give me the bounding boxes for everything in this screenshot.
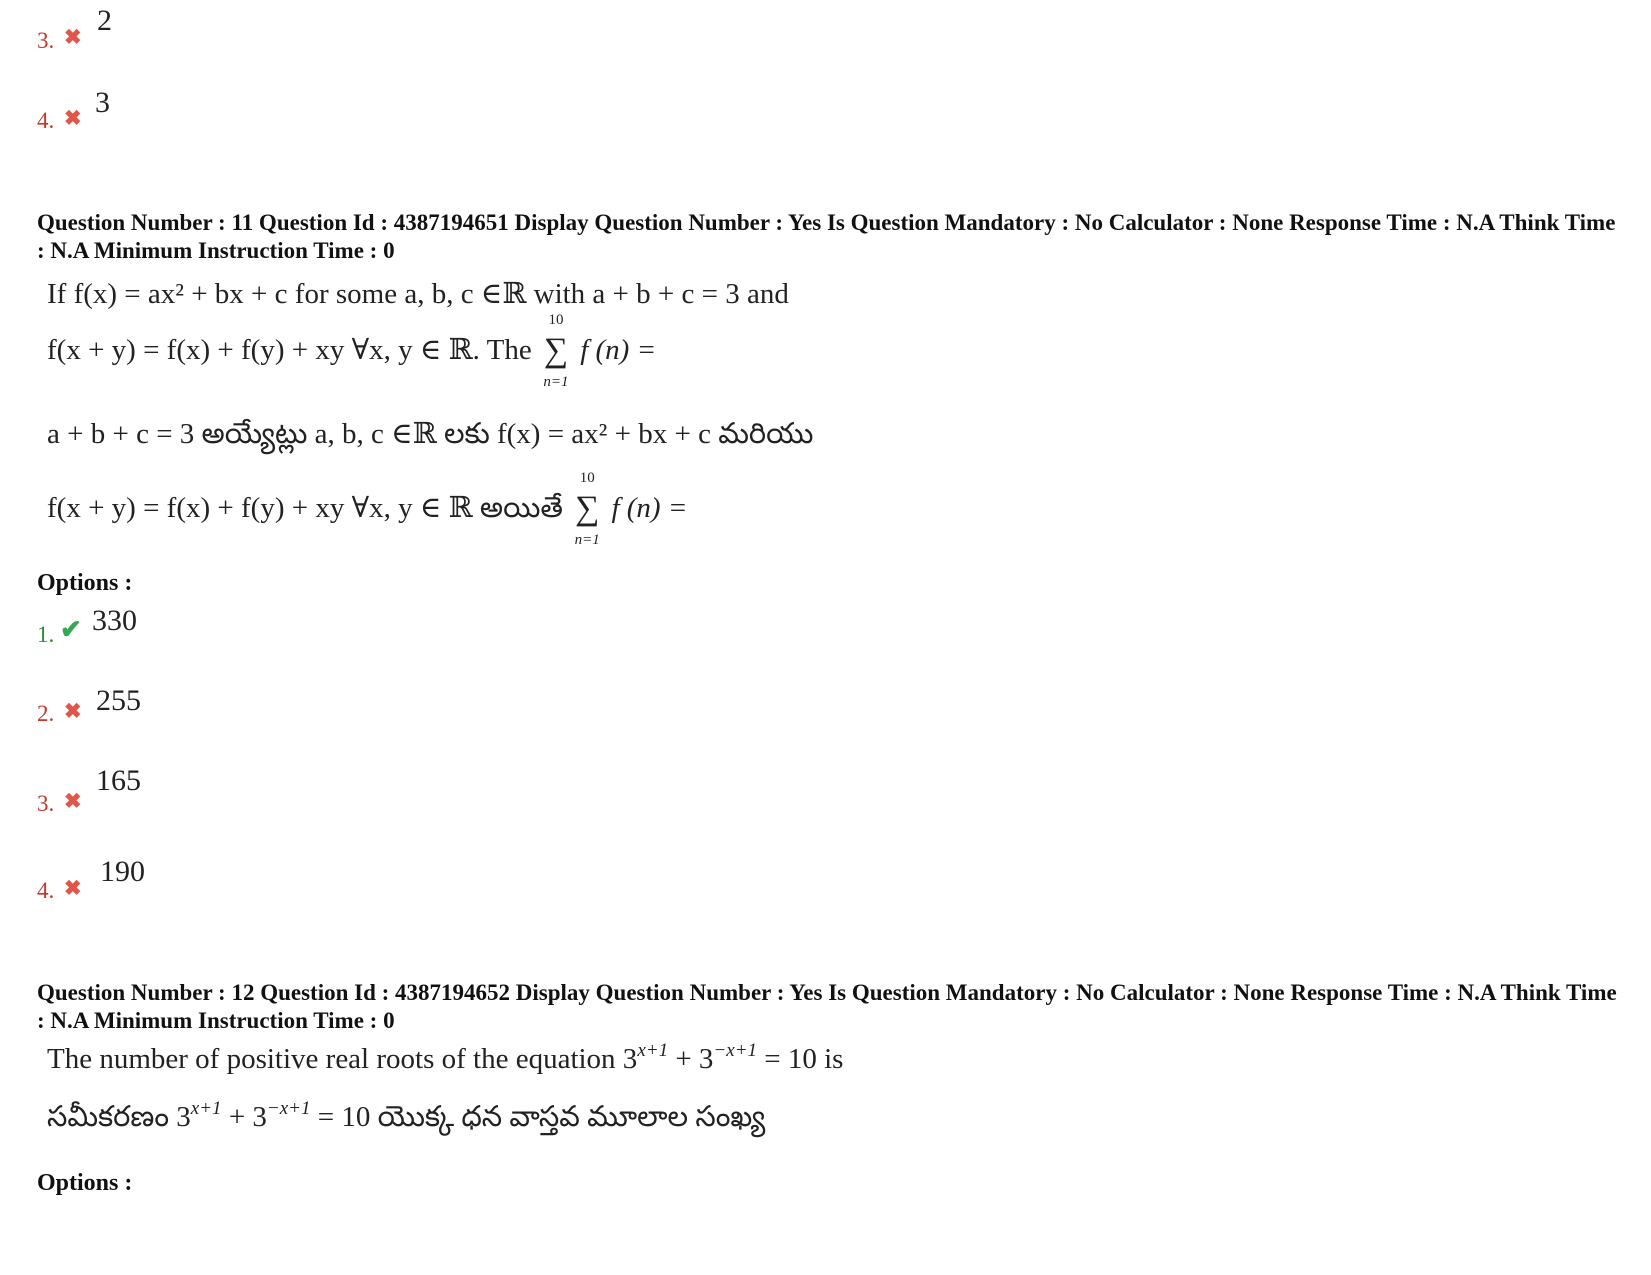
correct-mark-icon: ✔ bbox=[60, 615, 82, 644]
wrong-mark-icon: ✖ bbox=[64, 106, 82, 130]
sum-term: f (n) = bbox=[611, 492, 688, 524]
option-value: 2 bbox=[97, 4, 112, 37]
question-11-english-line-2-text: f(x + y) = f(x) + f(y) + xy ∀x, y ∈ ℝ. The bbox=[47, 334, 532, 366]
option-value: 3 bbox=[95, 86, 110, 119]
question-11-telugu-line-2 bbox=[47, 469, 688, 548]
option-number: 1. bbox=[37, 622, 55, 647]
question-12-english-end: = 10 is bbox=[757, 1043, 844, 1075]
question-11-meta: Question Number : 11 Question Id : 4387194651 Display Question Number : Yes Is Question Mandatory : No Calculator : None Response Time : N.A Think Time : N.A Minimum Instruction Time : 0 bbox=[37, 210, 1616, 263]
plus-three: + 3 bbox=[221, 1101, 267, 1133]
options-label: Options : bbox=[37, 570, 133, 596]
option-value: 190 bbox=[100, 855, 145, 888]
question-12-english-text: The number of positive real roots of the equation 3 bbox=[47, 1043, 638, 1075]
option-value: 330 bbox=[92, 604, 137, 637]
sum-lower-limit: n=1 bbox=[543, 373, 569, 390]
question-12-telugu-text: సమీకరణం 3 bbox=[47, 1101, 191, 1133]
question-12-telugu-line bbox=[47, 1098, 765, 1141]
question-11-telugu-line-2-text: f(x + y) = f(x) + f(y) + xy ∀x, y ∈ ℝ అయితే bbox=[47, 492, 563, 524]
sigma-icon: ∑ bbox=[543, 331, 569, 369]
option-number: 3. bbox=[37, 791, 55, 816]
summation-symbol bbox=[539, 311, 573, 390]
options-label: Options : bbox=[37, 1170, 133, 1196]
plus-three: + 3 bbox=[668, 1043, 714, 1075]
exponent-2: −x+1 bbox=[713, 1040, 758, 1061]
option-number: 2. bbox=[37, 701, 55, 726]
sigma-icon: ∑ bbox=[575, 489, 600, 527]
wrong-mark-icon: ✖ bbox=[64, 789, 82, 813]
option-value: 165 bbox=[96, 764, 141, 797]
question-11-english-line-2 bbox=[47, 311, 657, 390]
sum-upper-limit: 10 bbox=[579, 469, 595, 486]
exponent-2: −x+1 bbox=[266, 1098, 311, 1119]
wrong-mark-icon: ✖ bbox=[64, 876, 82, 900]
option-number: 3. bbox=[37, 28, 55, 53]
sum-term: f (n) = bbox=[580, 334, 657, 366]
option-number: 4. bbox=[37, 878, 55, 903]
question-11-english-line-1: If f(x) = ax² + bx + c for some a, b, c ∈ℝ with a + b + c = 3 and bbox=[47, 278, 789, 310]
wrong-mark-icon: ✖ bbox=[64, 25, 82, 49]
question-12-english-line bbox=[47, 1040, 843, 1076]
wrong-mark-icon: ✖ bbox=[64, 699, 82, 723]
question-12-meta: Question Number : 12 Question Id : 4387194652 Display Question Number : Yes Is Question Mandatory : No Calculator : None Response Time : N.A Think Time : N.A Minimum Instruction Time : 0 bbox=[37, 980, 1617, 1033]
question-11-telugu-line-1: a + b + c = 3 అయ్యేట్లు a, b, c ∈ℝ లకు f(x) = ax² + bx + c మరియు bbox=[47, 418, 814, 450]
sum-lower-limit: n=1 bbox=[574, 531, 600, 548]
exponent-1: x+1 bbox=[190, 1098, 222, 1119]
option-number: 4. bbox=[37, 108, 55, 133]
summation-symbol bbox=[570, 469, 604, 548]
option-value: 255 bbox=[96, 684, 141, 717]
question-12-telugu-end: = 10 యొక్క ధన వాస్తవ మూలాల సంఖ్య bbox=[310, 1101, 766, 1133]
sum-upper-limit: 10 bbox=[548, 311, 564, 328]
exponent-1: x+1 bbox=[637, 1040, 669, 1061]
